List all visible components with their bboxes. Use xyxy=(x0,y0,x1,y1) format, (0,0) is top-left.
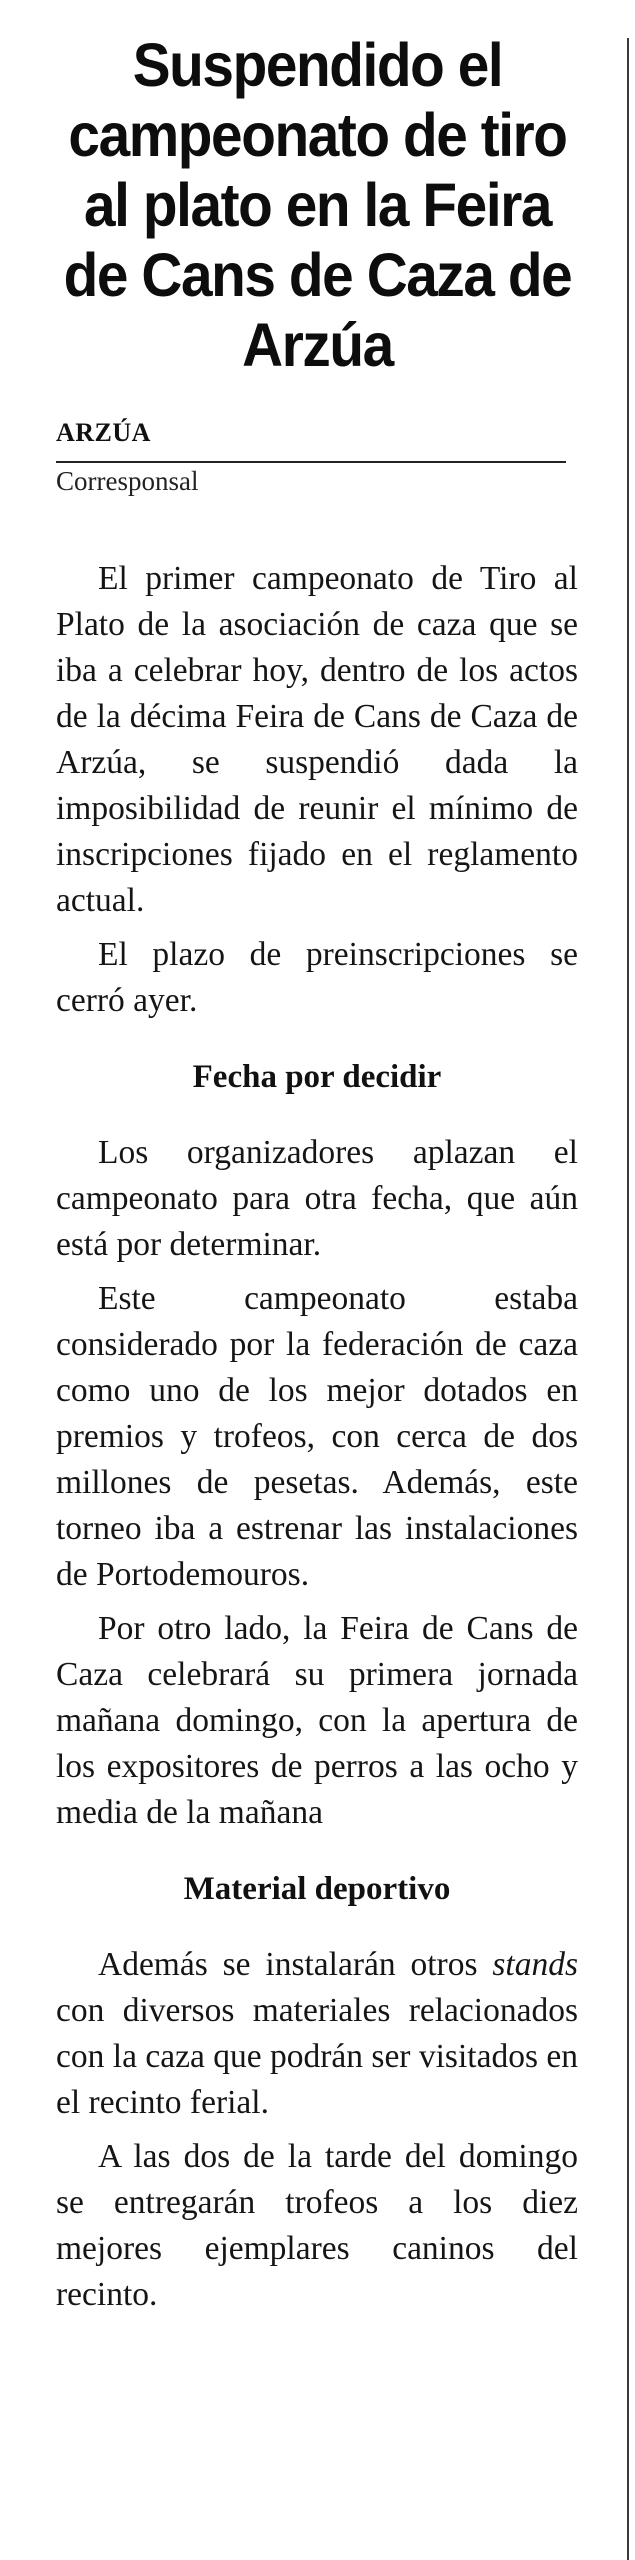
article-headline: Suspendido el campeonato de tiro al plato en la Feira de Cans de Caza de Arzúa xyxy=(63,31,572,379)
body-paragraph: El plazo de preinscripciones se cerró ayer. xyxy=(56,936,578,1019)
column-divider xyxy=(627,38,629,2560)
body-paragraph: Este campeonato estaba considerado por la federación de caza como uno de los mejor dotados en premios y trofeos, con cerca de dos millones de pesetas. Además, este torneo iba a estrenar las instalaciones de Portodemouros. xyxy=(56,1280,578,1593)
article-body xyxy=(56,556,578,2326)
subhead-fecha: Fecha por decidir xyxy=(192,1059,442,1095)
body-paragraph: A las dos de la tarde del domingo se entregarán trofeos a los diez mejores ejemplares caninos del recinto. xyxy=(56,2138,578,2313)
italic-term: stands xyxy=(492,1946,578,1983)
body-paragraph: El primer campeonato de Tiro al Plato de la asociación de caza que se iba a celebrar hoy, dentro de los actos de la décima Feira de Cans de Caza de Arzúa, se suspendió dada la imposibilidad de reunir el mínimo de inscripciones fijado en el reglamento actual. xyxy=(56,560,578,919)
byline: Corresponsal xyxy=(56,466,199,496)
body-paragraph: Por otro lado, la Feira de Cans de Caza celebrará su primera jornada mañana domingo, con la apertura de los expositores de perros a las ocho y media de la mañana xyxy=(56,1610,578,1831)
byline-divider xyxy=(56,461,566,463)
subhead-material: Material deportivo xyxy=(183,1871,451,1907)
paragraph-text: con diversos materiales relacionados con la caza que podrán ser visitados en el recinto ferial. xyxy=(56,1992,578,2121)
dateline-location: ARZÚA xyxy=(56,418,151,447)
body-paragraph xyxy=(56,1942,578,2126)
paragraph-text: Además se instalarán otros xyxy=(98,1946,493,1983)
body-paragraph: Los organizadores aplazan el campeonato para otra fecha, que aún está por determinar. xyxy=(56,1134,578,1263)
